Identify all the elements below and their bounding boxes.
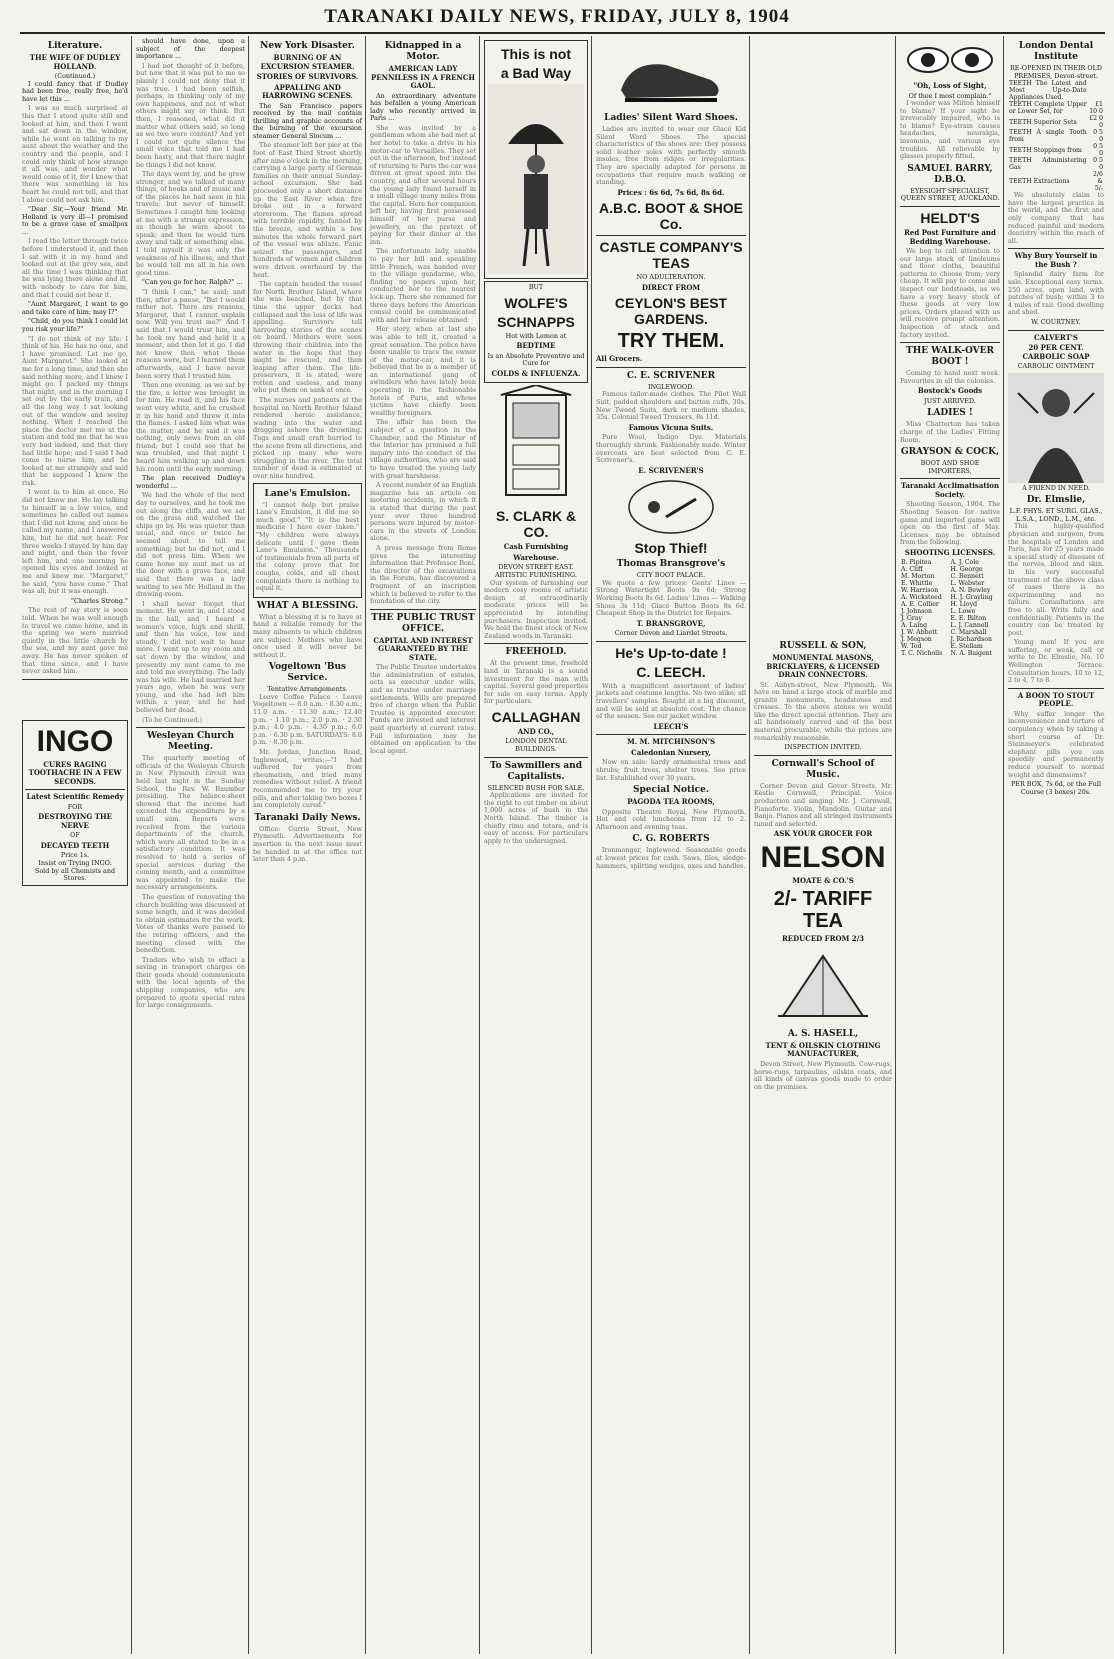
masthead <box>0 6 1114 32</box>
hasell-sub: TENT & OILSKIN CLOTHING MANUFACTURER, <box>765 1040 881 1059</box>
story-body-text: (To be Continued.) <box>142 715 203 724</box>
ladies-text: Miss Chatterton has taken charge of the Ladies' Fitting Room. <box>900 420 1000 444</box>
stop-thief-heading: Stop Thief! <box>634 540 708 557</box>
story-body-text: We had the whole of the next day to ourselves, and he took me out along the cliffs, and we sat on the grass and watched the ships go by. He was quieter than usual, and once or twice he seemed about to tell me something; but he did not, and I did not press him. When we came home my aunt met us at the door with a grave face, and said that there was a lady waiting to see Mr. Holland in the drawing-room. <box>136 491 245 599</box>
grayson-cock: GRAYSON & COCK, <box>900 447 1000 458</box>
license-holder-name: A. Laing <box>901 622 928 630</box>
calvert-soap: 20 PER CENT. CARBOLIC SOAP <box>1022 343 1090 361</box>
sawmillers-heading: To Sawmillers and Capitalists. <box>490 760 582 782</box>
mitchinson-text: Now on sale: hardy ornamental trees and shrubs; fruit trees, shelter trees. See price list. Established over 30 years. <box>596 758 746 782</box>
story-continued: (Continued.) <box>54 72 96 80</box>
license-holder-name: A. E. Collier <box>901 601 939 609</box>
story-paragraph: "Aunt Margaret, I want to go and take care of him; may I?" <box>22 300 128 316</box>
dental-sub: RE-OPENED IN THEIR OLD PREMISES, Devon-street. <box>1010 64 1102 80</box>
walkover-heading: THE WALK-OVER BOOT ! <box>906 346 994 368</box>
story-paragraph: should have done, upon a subject of the deepest importance ... <box>136 37 245 61</box>
teeth-price-row <box>1008 143 1104 157</box>
kidnapped-heading: Kidnapped in a Motor. <box>384 41 462 62</box>
ad-headline-2: a Bad Way <box>500 65 572 81</box>
column-8 <box>896 36 1004 1654</box>
acclimatisation-heading: Taranaki Acclimatisation Society. <box>900 481 1000 499</box>
blessing-body-text: What a blessing it is to have at hand a reliable remedy for the many ailments to which children are subject. Mothers who have once used it will never be without it. <box>253 612 362 659</box>
license-holder-name: J. Megson <box>901 636 932 644</box>
public-trust-subhead: CAPITAL AND INTEREST GUARANTEED BY THE STATE. <box>373 635 473 662</box>
eyes-illustration <box>900 40 1000 80</box>
wolfe-but: BUT <box>528 283 544 291</box>
masthead-rule <box>20 32 1105 34</box>
teeth-price: 2/6 & 5/- <box>1093 171 1103 193</box>
story-paragraph: "Dear Sir,—Your friend Mr. Holland is very ill—I promised to be a grave case of smallpox ... <box>22 205 128 236</box>
column-9 <box>1004 36 1108 1654</box>
teeth-price: 0 5 0 <box>1093 157 1103 172</box>
column-6 <box>592 36 750 1654</box>
sawmillers-sub: SILENCED BUSH FOR SALE. <box>487 783 585 792</box>
vicuna-suits: Famous Vicuna Suits. <box>628 422 714 432</box>
heldts-text: We beg to call attention to our large stock of linoleums and floor cloths, beautiful patterns to choose from; very cheap. It will pay to come and inspect our bedsteads, as we have a very heavy stock of these goods at very low prices. Orders placed with us will receive prompt attention. Inspection of stock and factory invited. <box>900 247 1000 339</box>
license-row <box>900 594 1000 601</box>
russell-sub: MONUMENTAL MASONS, BRICKLAYERS, & LICENSED DRAIN CONNECTORS. <box>766 653 880 679</box>
try-them: TRY THEM. <box>617 330 725 353</box>
courtney-name: W. COURTNEY. <box>1031 317 1081 326</box>
wolfe-bedtime: BEDTIME <box>516 341 556 351</box>
bostock-goods: Bostock's Goods <box>917 386 983 396</box>
masthead-title: TARANAKI DAILY NEWS, FRIDAY, JULY 8, 1904 <box>324 6 790 27</box>
license-holder-name: E. Whittle <box>901 580 933 588</box>
teeth-price: 0 5 0 <box>1093 129 1103 144</box>
ladies-shoes-prices: Prices : 6s 6d, 7s 6d, 8s 6d. <box>617 187 725 197</box>
bush-text: Splendid dairy farm for sale. Exceptional easy terms. 250 acres, open land, with patches of bush; within 3 to 4 miles of rail. Good dwelling and shed. <box>1008 270 1104 317</box>
sawmillers-text: Applications are invited for the right to cut timber on about 1,000 acres of bush in the North Island. The timber is chiefly rimu and totara, and is easy of access. For particulars apply to the undersigned. <box>484 791 588 845</box>
scrivener-name-2: E. SCRIVENER'S <box>638 465 704 475</box>
teeth-price: £1 10 0 <box>1089 101 1103 116</box>
teeth-price-table <box>1008 80 1104 192</box>
license-holder-name: C. Bennett <box>950 573 984 581</box>
stout-people: A BOON TO STOUT PEOPLE. <box>1017 690 1095 709</box>
license-row <box>900 643 1000 650</box>
calvert-name: CALVERT'S <box>1034 332 1078 342</box>
per-box-price: PER BOX, 7s 6d, or the Full Course (3 boxes) 20s. <box>1010 780 1102 796</box>
bostock-sub: JUST ARRIVED. <box>924 396 976 405</box>
teeth-price-row <box>1008 101 1104 115</box>
license-holder-name: E. E. Bilton <box>950 615 987 623</box>
friend-in-need-illustration <box>1008 373 1104 483</box>
teeth-price: £2 0 0 <box>1089 115 1103 130</box>
public-trust-heading: THE PUBLIC TRUST OFFICE. <box>371 612 475 634</box>
license-row <box>900 559 1000 566</box>
disaster-body-text: The steamer left her pier at the foot of East Third Street shortly after nine o'clock in the morning, carrying a large party of German families on their annual Sunday-school excursion. She had proceeded only a short distance up the East River when fire broke out in a forward storeroom. The flames spread with terrible rapidity, fanned by the breeze, and within a few minutes the whole forward part of the vessel was ablaze. Panic seized the passengers, and hundreds of women and children were driven overboard by the heat. <box>253 141 362 279</box>
callaghan-address: LONDON DENTAL BUILDINGS. <box>505 737 567 753</box>
literature-heading: Literature. <box>47 41 103 51</box>
teeth-service: TEETH Superior Sets <box>1009 118 1077 126</box>
mitchinson-heading: M. M. MITCHINSON'S <box>626 737 716 747</box>
furniture-cabinet-illustration <box>491 385 581 505</box>
roberts-text: Ironmonger, Inglewood. Seasonable goods at lowest prices for cash. Saws, files, sledge-hammers, splitting wedges, axes and handles. <box>596 846 746 870</box>
stout-text: Why suffer longer the inconvenience and torture of corpulency when by taking a short course of Dr. Steinmeyer's celebrated elephant pills you can speedily and permanently reduce yourself to normal weight and dimensions? <box>1008 709 1104 779</box>
tariff-tea: 2/- TARIFF TEA <box>773 888 873 933</box>
license-holder-name: W. Harrison <box>901 587 939 595</box>
story-body-text: I went in to him at once. He did not know me. He lay talking to himself in a low voice, and sometimes he called out names that I did not know, and once he called my name, and I answered him, but he did not hear. For three weeks I stayed by him day and night, and then the fever left him, and one morning he opened his eyes and looked at me and knew me. "Margaret," he said, "you have come." That was all, but it was enough. <box>22 488 128 596</box>
story-paragraph: "Can you go for her, Ralph?" ... <box>142 278 243 287</box>
story-title: THE WIFE OF DUDLEY HOLLAND. <box>29 53 121 71</box>
story-body-text: I shall never forget that moment. He went in, and I stood in the hall, and I heard a woman's voice, high and shrill, and then his voice, low and steady. I did not wait to hear more. I went up to my room and sat down by the window, and presently my aunt came to me and told me everything. The lady was his wife. He had married her years ago, when he was very young, and she had left him within a year, and he had believed her dead. <box>136 599 245 715</box>
stop-thief-illustration <box>626 477 716 537</box>
kidnapped-body-text: The affair has been the subject of a question in the Chamber, and the Minister of the Interior has promised a full inquiry into the conduct of the village authorities, who are said to have treated the young lady with great harshness. <box>370 418 476 480</box>
story-paragraph: The plan received Dudley's wonderful ... <box>136 474 245 490</box>
blessing-heading: WHAT A BLESSING. <box>256 600 359 611</box>
leechs-name: LEECH'S <box>653 721 689 731</box>
license-holder-name: H. Lloyd <box>950 601 978 609</box>
clark-line2: Warehouse. <box>513 552 559 562</box>
leech-text: With a magnificent assortment of ladies' jackets and costume lengths. No two alike; all travellers' samples. Bought at a big discount, and will be sold at absolute cost. The chance of the season. See our jacket window. <box>596 681 746 721</box>
story-body-text: I had not thought of it before, but now that it was put to me so plainly I could not deny that it was true. I had been selfish, perhaps, in thinking only of my own happiness, and not of what others might say or think. But then, I reasoned, what did it matter what others said, so long as we two were content? And yet I could not quite silence the small voice that told me I had been hasty, and that there might be things I did not know. <box>136 61 245 169</box>
wesleyan-body-text: Traders who wish to effect a saving in transport charges on their goods should communicate with the local agents of the shipping companies, who are prepared to quote special rates for large consignments. <box>136 955 245 1010</box>
license-holder-name: H. J. Grayling <box>950 594 993 602</box>
loss-of-sight-quote-1: "Oh, Loss of Sight, <box>913 81 987 90</box>
loss-of-sight-quote-2: Of thee I most complain." <box>908 91 992 100</box>
caledonian-nursery: Caledonian Nursery, <box>631 747 711 757</box>
teeth-price-row <box>1008 157 1104 171</box>
vogeltown-bus-text: Leave Coffee Palace · Leave Vogeltown — 8.0 a.m. · 8.30 a.m.; 11.0 a.m. · 11.30 a.m.; 12.40 p.m. · 1.10 p.m.; 2.0 p.m. · 2.30 p.m.; 4.0 p.m. · 4.30 p.m.; 6.0 p.m. · 6.30 p.m. SATURDAYS: 8.0 p.m. · 8.30 p.m. <box>253 692 362 747</box>
scrivener-heading: C. E. SCRIVENER <box>626 370 716 381</box>
reduced-from: REDUCED FROM 2/3 <box>781 934 865 944</box>
hasell-name: A. S. HASELL, <box>787 1028 859 1039</box>
blessing-body-text: Mr. Jordan, Junction Road, Inglewood, writes:—"I had suffered for years from rheumatism, and tried many remedies without relief. A friend recommended me to try your pills, and after taking two boxes I am completely cured." <box>253 748 362 810</box>
abc-boot-company: A.B.C. BOOT & SHOE Co. <box>599 200 743 233</box>
license-holder-name: J. W. Abbott <box>901 629 938 637</box>
inspection-invited: INSPECTION INVITED. <box>784 743 862 752</box>
friend-in-need: A FRIEND IN NEED. <box>1022 483 1090 492</box>
kidnapped-body-text: The unfortunate lady, unable to pay her bill and speaking little French, was handed over to the village gendarme, who, finding no papers upon her, conducted her to the nearest lock-up. There she remained for three days before the American consul could be communicated with and her release obtained. <box>370 247 476 324</box>
license-holder-name: A. J. Cole <box>950 559 979 567</box>
pagoda-tea-rooms: PAGODA TEA ROOMS, <box>627 797 715 807</box>
license-holder-name: M. Morton <box>901 573 935 581</box>
teeth-service: TEETH A single Tooth from <box>1009 129 1087 144</box>
story-body-text: I was so much surprised at this that I stood quite still and looked at him, and then I went and sat down in the window, while he went on talking to my aunt about the weather and the country and the people, and I could only think of how strange it all was, and wonder what would come of it, for I knew that there was something in his heart he could not tell, and that I alone could not ask him. <box>22 104 129 204</box>
elmslie-text: This highly-qualified physician and surgeon, from the hospitals of London and Paris, has for 25 years made a special study of diseases of the nerves, blood and skin. In his very successful treatment of the above class of cases there is no experimenting and no failure. Consultations are free to all. Write fully and confidentially. Patients in the country can be treated by post. <box>1008 522 1104 637</box>
public-trust-text: The Public Trustee undertakes the administration of estates, acts as executor under wills, and as trustee under marriage settlements. Wills are prepared free of charge when the Public Trustee is appointed executor. Funds are invested and interest paid quarterly at current rates. Full information may be obtained on application to the local agent. <box>370 663 476 755</box>
scrivener-town: INGLEWOOD. <box>647 382 695 391</box>
vogeltown-bus-heading: Vogeltown 'Bus Service. <box>268 662 347 684</box>
new-york-disaster-heading: New York Disaster. <box>260 41 355 51</box>
bransgrove-text: We quote a few prices: Gents' Lines — Strong Watertight Boots 9s 6d; Strong Working Boots 8s 6d. Ladies' Lines — Walking Shoes 3s 11d; Glacé Button Boots 8s 6d. Cheapest Shop in the District for Repairs. <box>596 578 747 618</box>
umbrella-man-illustration <box>488 84 584 274</box>
license-row <box>900 566 1000 573</box>
ingo-sold: Sold by all Chemists and Stores. <box>34 866 116 883</box>
ask-grocer: ASK YOUR GROCER FOR <box>773 829 873 839</box>
not-a-bad-way-advertisement <box>484 40 588 279</box>
heldts-sub: Red Post Furniture and Bedding Warehouse. <box>904 228 996 246</box>
acclimatisation-text: Shooting Season, 1904. The Shooting Season for native game and imported game will open on the first of May. Licenses may be obtained from the following. <box>900 500 1000 547</box>
wolfe-preventive: Is an Absolute Preventive and Cure for <box>487 351 585 368</box>
ingo-brand: INGO <box>36 724 114 758</box>
cornwall-heading: Cornwall's School of Music. <box>771 758 875 780</box>
license-holder-name: H. George <box>950 566 983 574</box>
lanes-emulsion-text: "I cannot help but praise Lane's Emulsion, it did me so much good." "It is the best medicine I have ever taken." "My children were always delicate until I gave them Lane's Emulsion." Thousands of testimonials from all parts of the colony prove that for coughs, colds, and all chest complaints there is nothing to equal it. <box>256 500 359 593</box>
clark-line1: Cash Furnishing <box>503 542 569 552</box>
license-row <box>900 601 1000 608</box>
nelson-moate: MOATE & CO.'S <box>792 875 854 885</box>
leech-heading: C. LEECH. <box>636 663 706 680</box>
ingo-nerve: DESTROYING THE NERVE <box>38 812 112 830</box>
story-paragraph: "Child, do you think I could let you risk your life?" <box>22 317 128 333</box>
license-row <box>900 636 1000 643</box>
teeth-service: TEETH Administering Gas <box>1009 157 1087 172</box>
license-holder-name: T. C. Nicholls <box>901 650 943 658</box>
barry-name: SAMUEL BARRY, D.B.O. <box>907 163 993 185</box>
license-holder-name: B. Pipitea <box>901 559 932 567</box>
license-holder-name: A. N. Bewley <box>950 587 991 595</box>
license-row <box>900 622 1000 629</box>
teeth-service: TEETH The Latest and Most Up-to-Date Appliances Used. <box>1009 80 1087 102</box>
scrivener-text: Famous tailor-made clothes. The Pilot Wall Suit, padded shoulders and button cuffs, 30s. New Tweed Suits, dark or medium shades, 35s. Colonial Tweed Trousers, 8s 11d. <box>596 390 746 422</box>
ladies-shoes-heading: Ladies' Silent Ward Shoes. <box>604 113 738 123</box>
callaghan-name: CALLAGHAN <box>491 708 581 725</box>
wesleyan-heading: Wesleyan Church Meeting. <box>146 731 235 753</box>
license-row <box>900 650 1000 657</box>
ingo-price: Price 1s. <box>60 851 90 860</box>
teeth-price-row <box>1008 80 1104 101</box>
license-holder-name: A. Wicksteed <box>901 594 942 602</box>
wesleyan-body-text: The question of renovating the church building was discussed at some length, and it was decided to obtain estimates for the work. Votes of thanks were passed to the retiring officers, and the meeting closed with the benediction. <box>136 892 245 955</box>
license-row <box>900 573 1000 580</box>
cornwall-text: Corner Devon and Gover Streets. Mr. Kestle Cornwall, Principal. Voice production and singing. Mr. J. Cornwall, Pianoforte. Violin, Mandolin, Guitar and Banjo. Pianos and all stringed instruments tuned and selected. <box>754 781 892 828</box>
bush-heading: Why Bury Yourself in the Bush ? <box>1014 251 1098 269</box>
license-holder-name: E. Stellam <box>950 643 983 651</box>
license-holder-name: A. Cliff <box>901 566 923 574</box>
kidnapped-body-text: Her story, when at last she was able to tell it, created a great sensation. The police have been unable to trace the owner of the motor-car, and it is believed that he is a member of an international gang of swindlers who have lately been operating in the fashionable hotels of Paris, and whose victims have chiefly been wealthy foreigners. <box>370 325 476 417</box>
ingo-advertisement <box>22 720 128 886</box>
tent-illustration <box>773 946 873 1026</box>
all-grocers: All Grocers. <box>596 354 643 364</box>
lanes-emulsion-advertisement <box>253 483 362 598</box>
story-body-text: I read the letter through twice before I understood it, and then I sat with it in my hand and looked out at the grey sea, and all the time I was thinking that he was lying there alone and ill, with nobody to care for him, and that I could not bear it. <box>22 237 128 299</box>
callaghan-co: AND CO., <box>517 726 555 736</box>
teeth-service: TEETH Complete Upper or Lower Set, for <box>1009 101 1087 116</box>
clark-line3: DEVON STREET EAST. <box>498 563 574 572</box>
story-body-text: "I do not think of my life; I think of his. He has no one, and I have promised. Let me go, Aunt Margaret." She looked at me for a long time, and then she said nothing more, and I knew I might go. I packed my things that night, and in the morning I set out by the early train, and all the long way I sat looking out of the window and seeing nothing. When I reached the place the doctor met me at the station and told me that he was very bad indeed, and that they had little hope; and I said I had come to nurse him, and he looked at me strangely and said that he supposed I knew the risk. <box>22 334 128 487</box>
bransgrove-heading: Thomas Bransgrove's <box>616 559 726 570</box>
clark-body-text: Our system of furnishing our modern cosy rooms of artistic design at extraordinarily moderate prices will be appreciated by intending purchasers. Inspection invited. We hold the finest stock of New Zealand woods in Taranaki. <box>484 578 588 640</box>
ingo-tagline: CURES RAGING TOOTHACHE IN A FEW SECONDS. <box>28 759 122 786</box>
ladies-shoes-text: Ladies are invited to wear our Glacé Kid Silent Ward Shoes. The special characteristics of the shoes are: they possess solid leather soles with perfectly smooth insoles, free from ridges or irregularities. They are specially adapted for persons in occupations that require much walking or standing. <box>596 125 746 187</box>
story-body-text: The days went by, and he grew stronger, and we talked of many things, of books and of music and of the places he had seen in his travels; but never of himself. Sometimes I caught him looking at me with a strange expression, as though he were about to speak; and then he would turn away and talk of something else. I told myself it was only the weakness of his illness, and that he would tell me all in his own good time. <box>136 170 245 277</box>
elmslie-name: Dr. Elmslie, <box>1026 495 1086 506</box>
disaster-subhead-1: BURNING OF AN EXCURSION STEAMER. <box>260 53 355 71</box>
kidnapped-subhead: AMERICAN LADY PENNILESS IN A FRENCH GAOL. <box>370 64 475 90</box>
freehold-heading: FREEHOLD. <box>505 647 567 658</box>
disaster-subhead-3: APPALLING AND HARROWING SCENES. <box>262 82 353 100</box>
teeth-price <box>1088 80 1104 101</box>
column-4 <box>366 36 480 1654</box>
freehold-text: At the present time, freehold land in Taranaki is a sound investment for the man with capital. Several good properties for sale on easy terms. Apply for particulars. <box>484 659 589 706</box>
up-to-date-heading: He's Up-to-date ! <box>615 644 727 661</box>
story-body-text: The rest of my story is soon told. When he was well enough to travel we came home, and in the spring we were married quietly in the little church by the sea, and my aunt gave me away. He has never spoken of that time since, and I have never asked him. <box>22 606 128 676</box>
vicuna-text: Pure Wool, Indigo Dye. Materials thoroughly shrunk. Fashionably made. Winter overcoats are best selected from C. E. Scrivener's. <box>596 433 746 465</box>
grayson-sub: BOOT AND SHOE IMPORTERS, <box>920 459 980 475</box>
disaster-body-text: The nurses and patients at the hospital on North Brother Island rendered heroic assistance, wading into the water and dragging ashore the drowning. Tugs and small craft hurried to the scene from all directions, and picked up many who were struggling in the river. The total number of dead is estimated at over nine hundred. <box>253 396 362 480</box>
license-holder-name: C. Marshall <box>950 629 987 637</box>
ingo-insist: Insist on Trying INGO. <box>38 859 112 867</box>
ad-headline-1: This is not <box>501 46 571 62</box>
elmslie-text: Young men! If you are suffering, or weak, call or write to Dr. Elmslie, No. 10 Wellington Terrace. Consultation hours, 10 to 12, 2 to 4, 7 to 8. <box>1008 638 1104 685</box>
vogeltown-bus-sub: Tentative Arrangements. <box>267 685 348 694</box>
disaster-subhead-2: STORIES OF SURVIVORS. <box>256 72 359 81</box>
wolfe-hot-lemon: Hot with Lemon at <box>505 331 567 340</box>
license-holder-name: J. Johnson <box>901 608 932 616</box>
wolfe-colds: COLDS & INFLUENZA. <box>491 368 581 378</box>
clark-name: S. CLARK & CO. <box>495 508 577 541</box>
ingo-remedy: Latest Scientific Remedy <box>26 792 124 802</box>
teeth-price: 0 5 0 <box>1093 143 1103 158</box>
lanes-emulsion-title: Lane's Emulsion. <box>264 488 351 499</box>
taranaki-daily-news-heading: Taranaki Daily News. <box>254 812 361 823</box>
story-paragraph: I could fancy that if Dudley had been free, really free, he'd have let this ... <box>22 79 128 103</box>
ingo-teeth: DECAYED TEETH <box>40 840 110 850</box>
license-row <box>900 629 1000 636</box>
license-holder-name: L. J. Cannell <box>950 622 989 630</box>
hasell-text: Devon Street, New Plymouth. Cow-rugs, horse-rugs, tarpaulins, oilskin coats, and all kinds of canvas goods made to order on the premises. <box>754 1059 892 1091</box>
t-bransgrove-address: Corner Devon and Liardet Streets. <box>614 629 728 638</box>
license-holder-name: N. A. Baigent <box>950 650 993 658</box>
disaster-lead: The San Francisco papers received by the mail contain thrilling and graphic accounts of the burning of the excursion steamer General Slocum ... <box>253 101 362 140</box>
license-holder-name: W. Tod <box>901 643 922 651</box>
ceylon-gardens: CEYLON'S BEST GARDENS. <box>614 295 728 328</box>
license-row <box>900 580 1000 587</box>
eyesight-text: I wonder was Milton himself to blame? If your sight be irrevocably impaired, who is to blame? Eye-strain causes headaches, neuralgia, insomnia, and various eye troubles. All relievable by glasses properly fitted. <box>900 99 1000 161</box>
dental-text: We absolutely claim to have the largest practice in the world, and the first and only company that has reduced painful and modern dentistry within the reach of all. <box>1008 191 1104 245</box>
walkover-text: Coming to hand next week. Favourites in all the colonies. <box>900 369 1000 385</box>
teeth-price-row <box>1008 115 1104 129</box>
teeth-service: TEETH Extractions <box>1009 178 1070 186</box>
story-signature: "Charles Strong." <box>71 596 128 605</box>
column-7 <box>750 36 896 1654</box>
license-row <box>900 615 1000 622</box>
column-3 <box>249 36 366 1654</box>
russell-text: St. Aubyn-street, New Plymouth. We have on hand a large stock of marble and granite monuments, headstones and crosses. To the above stones we would like the direct special attention. They are all handsomely carved and of the best material procurable, while the prices are remarkably reasonable. <box>754 680 892 742</box>
barry-sub: EYESIGHT SPECIALIST, QUEEN STREET, AUCKLAND. <box>900 186 1000 203</box>
column-2 <box>132 36 249 1654</box>
kidnapped-lead: An extraordinary adventure has befallen a young American lady who recently arrived in Paris ... <box>370 91 476 123</box>
bransgrove-sub: CITY BOOT PALACE. <box>636 571 706 580</box>
nelson-brand: NELSON <box>760 840 886 874</box>
shooting-licenses-heading: SHOOTING LICENSES. <box>904 547 996 557</box>
wolfe-brand: WOLFE'S <box>504 294 568 311</box>
clark-line4: ARTISTIC FURNISHING. <box>495 570 577 579</box>
roberts-name: C. G. ROBERTS <box>632 834 710 845</box>
wesleyan-body-text: The quarterly meeting of officials of the Wesleyan Church in New Plymouth circuit was held last night in the Sunday School, the Rev. W. Baumber presiding. The balance-sheet showed that the income had exceeded the expenditure by a small sum. Reports were received from the various departments of the church, which were all stated to be in a satisfactory condition. It was resolved to hold a series of special services during the coming month, and a committee was appointed to make the necessary arrangements. <box>136 754 245 892</box>
carbolic-ointment: CARBOLIC OINTMENT <box>1017 362 1095 370</box>
dental-heading: London Dental Institute <box>1018 41 1094 62</box>
column-5 <box>480 36 592 1654</box>
heldts-name: HELDT'S <box>920 210 980 227</box>
kidnapped-body-text: She was invited by a gentleman whom she had met at her hotel to take a drive in his motor-car to Versailles. They set out in the afternoon, but instead of returning to Paris the car was driven at great speed into the country, and after several hours the young lady found herself in a small village many miles from the capital. Here her companion left her, having first possessed himself of her purse and jewellery, on the pretext of paying for their dinner at the inn. <box>370 123 477 246</box>
shooting-licenses-table <box>900 559 1000 657</box>
license-holder-name: J. Richardson <box>950 636 992 644</box>
russell-heading: RUSSELL & SON, <box>779 641 867 651</box>
ladies-heading: LADIES ! <box>927 408 973 419</box>
no-adulteration: NO ADULTERATION. <box>636 273 706 282</box>
license-row <box>900 587 1000 594</box>
teeth-price-row <box>1008 129 1104 143</box>
direct-from: DIRECT FROM <box>641 282 701 292</box>
special-notice: Special Notice. <box>633 785 709 796</box>
license-holder-name: J. Gray <box>901 615 923 623</box>
wolfes-schnapps-advertisement <box>484 281 588 383</box>
t-bransgrove: T. BRANSGROVE, <box>636 618 706 628</box>
column-1 <box>18 36 132 1654</box>
teeth-service: TEETH Stoppings from <box>1009 146 1082 154</box>
ingo-for: FOR <box>67 802 83 811</box>
disaster-body-text: The captain headed the vessel for North Brother Island, where she was beached, but by that time the upper decks had collapsed and the loss of life was appalling. Survivors tell harrowing stories of the scenes on board. Mothers were seen throwing their children into the water in the hope that they might be rescued, and then leaping after them. The life-preservers, it is stated, were rotten and useless, and many who put them on sank at once. <box>253 280 362 395</box>
elmslie-sub: L.F. PHYS. ET SURG. GLAS., L.S.A., LOND., L.M., etc. <box>1009 507 1103 523</box>
license-row <box>900 608 1000 615</box>
kidnapped-body-text: A press message from Rome gives the interesting information that Professor Boni, the director of the excavations in the Forum, has discovered a fragment of an inscription which is believed to refer to the foundation of the city. <box>370 543 476 606</box>
kidnapped-body-text: A recent number of an English magazine has an article on motoring accidents, in which it is stated that during the past year over three hundred persons were injured by motor-cars in the streets of London alone. <box>370 481 476 543</box>
castle-teas-heading: CASTLE COMPANY'S TEAS <box>599 239 743 272</box>
shoe-illustration <box>611 40 731 110</box>
tdn-body-text: Office: Currie Street, New Plymouth. Advertisements for insertion in the next issue must be handed in at the office not later than 4 p.m. <box>253 824 362 864</box>
ingo-of: OF <box>70 831 80 840</box>
license-holder-name: L. Webster <box>950 580 985 588</box>
teeth-price-row <box>1008 171 1104 192</box>
pagoda-text: Opposite Theatre Royal, New Plymouth. Hot and cold luncheons from 12 to 2. Afternoon and evening teas. <box>596 807 746 831</box>
story-body-text: Then one evening, as we sat by the fire, a letter was brought in for him. He read it, and his face went very white, and he crushed it in his hand and threw it into the flames. I asked him what was the matter, and he said it was nothing, only news from an old friend; but I could see that he was troubled, and that night I heard him walking up and down his room until the early morning. <box>136 381 245 473</box>
wolfe-schnapps: SCHNAPPS <box>497 313 575 330</box>
license-holder-name: L. Lowe <box>950 608 976 616</box>
story-body-text: "I think I can," he said; and then, after a pause, "But I would rather not. There are reasons, Margaret, that I cannot explain now. Will you trust me?" And I said that I would trust him, and he took my hand and held it a moment, and then let it go. I did not know then what those reasons were, but I learned them afterwards, and I have never been sorry that I trusted him. <box>136 288 245 380</box>
